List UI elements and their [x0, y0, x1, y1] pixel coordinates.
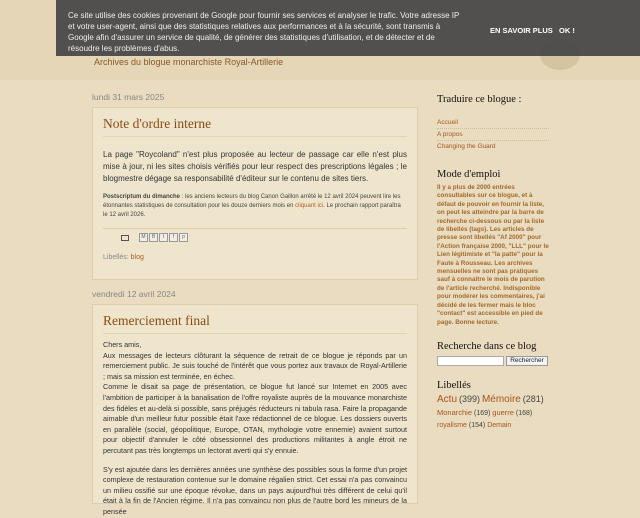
translate-widget-title: Traduire ce blogue : [437, 94, 522, 105]
date-header: vendredi 12 avril 2024 [92, 289, 176, 299]
postscript-end: . Le prochain rapport paraîtra le 12 avril 2026. [103, 203, 401, 218]
blog-subtitle: Archives du blogue monarchiste Royal-Artillerie [94, 57, 284, 67]
label-count: (154) [468, 421, 486, 429]
label-count: (169) [473, 409, 491, 417]
post [92, 107, 418, 280]
post-footer [103, 228, 407, 248]
label-tag[interactable]: royalisme [437, 421, 467, 429]
label-count: (281) [522, 393, 544, 404]
label-tag[interactable]: guerre [492, 407, 514, 417]
cookie-text: Ce site utilise des cookies provenant de Google pour fournir ses services et analyser le trafic. Votre adresse IP et votre user-agent, ainsi que des statistiques relatives aux performances et à la sécurité, sont transmis à Google afin d'assurer un service de qualité, de générer des statistiques d'utilisation, et de détecter et de résoudre les problèmes d'abus. [68, 11, 460, 53]
post-body: La page "Roycoland" n'est plus proposée au lecteur de passage car elle n'est plus mise à jour, ni les sites choisis vérifiés pour leur respect des prescriptions légales ; le blogmestre dégage sa responsabilité d'éditeur sur le contenu de sites tiers. [103, 150, 407, 183]
share-buttons [139, 233, 188, 242]
pinterest-share-icon[interactable]: p [179, 233, 188, 242]
label-tag[interactable]: Monarchie [437, 407, 473, 417]
learn-more-button[interactable]: EN SAVOIR PLUS [490, 26, 553, 35]
main-column [92, 92, 418, 514]
post-title[interactable]: Remerciement final [103, 313, 407, 334]
postscript-text: : les anciens lecteurs du blog Canon Gaillon arrêté le 12 avril 2024 peuvent lire les étonnantes statistiques de consultation pour les douze derniers mois en [103, 194, 401, 209]
cookie-banner [56, 0, 640, 56]
email-post-icon[interactable] [121, 235, 129, 241]
label-link[interactable]: blog [130, 254, 144, 261]
labels-prefix: Libellés: [103, 254, 129, 261]
date-header: lundi 31 mars 2025 [92, 92, 165, 102]
page-link-accueil[interactable]: Accueil [437, 117, 549, 129]
post-postscript [103, 193, 407, 220]
label-tag[interactable]: Actu [437, 393, 458, 405]
pages-list [437, 117, 549, 153]
post-body [103, 340, 407, 518]
postscript-heading: Postscriptum du dimanche [103, 194, 181, 200]
labels-widget-title: Libellés [437, 379, 471, 391]
postscript-link[interactable]: cliquant ici [295, 203, 324, 209]
mode-emploi-title: Mode d'emploi [437, 169, 501, 180]
label-cloud [437, 393, 549, 432]
label-tag[interactable]: Mémoire [481, 393, 521, 405]
twitter-share-icon[interactable]: t [159, 233, 168, 242]
search-row [437, 356, 549, 366]
search-button[interactable]: Rechercher [506, 356, 548, 366]
post-paragraph: S'y est ajoutée dans les dernières années une synthèse des possibles sous la forme d'un projet complexe de restauration contenue sur le domaine régalien strict. Cet essai n'a pas convaincu un milieu ossifié sur une époque révolue, dans un pays aujourd'hui très différent de celui qu'il était à la fin de l'Ancien régime. Il n'a pas convaincu non plus de l'autre bord les mineurs de la pensée [103, 464, 408, 516]
post-paragraph: Comme le disait sa page de présentation, ce blogue fut lancé sur Internet en 2005 avec l'ambition de participer à la banalisation de l'offre royaliste auprès de la mouvance monarchiste des fidèles et au-delà si possible, sans préjugés réducteurs ni tabula rasa. Faire la propagande aimable d'un meilleur futur possible était l'axe rédactionnel de ce blogue. Les dossiers ouverts en parallèle (social, géopolitique, Europe, OTAN, mythologie votre ennemie) avaient surtout pour objectif d'annuler le côté obsessionnel des productions militantes à angle étroit ne percutant pas très longtemps un lectorat averti qui s'y ennuie. [103, 382, 407, 455]
post-paragraph: Aux messages de lecteurs clôturant la séquence de retrait de ce blogue je réponds par un remerciement public. Je suis touché de l'intérêt que vous portez aux travaux de Royal-Artillerie ; mais sa mission est terminée, en échec. [103, 350, 407, 381]
sidebar [437, 94, 549, 432]
page-link-a-propos[interactable]: A propos [437, 129, 549, 141]
email-share-icon[interactable]: M [139, 233, 148, 242]
blog-this-icon[interactable]: B [149, 233, 158, 242]
label-count: (168) [515, 409, 533, 417]
post [92, 304, 418, 516]
post-labels [103, 254, 407, 261]
page-link-changing-the-guard[interactable]: Changing the Guard [437, 143, 496, 150]
label-tag[interactable]: Demain [487, 421, 512, 429]
label-count: (399) [458, 393, 480, 404]
facebook-share-icon[interactable]: f [169, 233, 178, 242]
post-title[interactable]: Note d'ordre interne [103, 116, 407, 137]
search-widget-title: Recherche dans ce blog [437, 340, 537, 352]
post-paragraph: Chers amis, [103, 340, 142, 349]
ok-button[interactable]: OK ! [559, 26, 575, 35]
search-input[interactable] [437, 356, 504, 366]
mode-emploi-text: Il y a plus de 2000 entrées consultables sur ce blogue, et à défaut de pouvoir en fournir la liste, on peut les atteindre par la barre de recherche ci-dessous ou par la liste de libellés (tags). Les articles de presse sont libellés "Af 2000" pour l'Action française 2000, "LLL" pour le Lien légitimiste et "la patte" pour la Faute à Rousseau. Les archives mensuelles ne sont pas pratiques sauf à connaître le mois de parution de l'article recherché. Indisponible pour modérer les commentaires, j'ai décidé de les fermer mais le bloc "contact" est accessible en pied de page. Bonne lecture. [437, 184, 549, 326]
